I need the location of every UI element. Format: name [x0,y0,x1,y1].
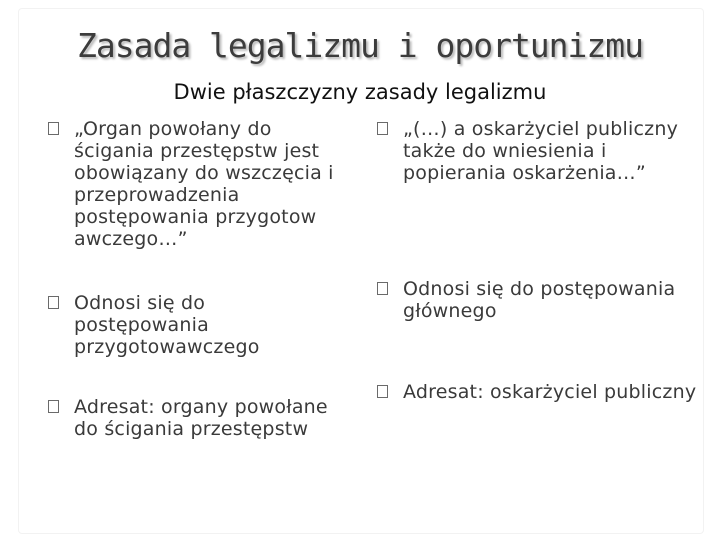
left-bullet-1 [48,118,348,250]
left-bullet-2 [48,292,338,358]
square-bullet-icon [377,122,388,135]
square-bullet-icon [377,385,388,398]
slide-subtitle: Dwie płaszczyzny zasady legalizmu [173,80,547,104]
right-bullet-2 [377,278,707,322]
left-bullet-3 [48,396,348,440]
bullet-text: Adresat: organy powołane do ścigania przestępstw [74,396,328,440]
bullet-text: Odnosi się do postępowania przygotowawczego [74,292,260,358]
bullet-text: „Organ powołany do ścigania przestępstw jest obowiązany do wszczęcia i przeprowadzenia postępowania przygotow awczego…” [74,118,334,250]
slide-title: Zasada legalizmu i oportunizmu [76,26,644,65]
bullet-text: Adresat: oskarżyciel publiczny [403,381,697,403]
bullet-text: „(…) a oskarżyciel publiczny także do wniesienia i popierania oskarżenia…” [403,118,679,184]
right-bullet-3 [377,381,707,403]
square-bullet-icon [48,400,59,413]
square-bullet-icon [48,296,59,309]
square-bullet-icon [48,122,59,135]
square-bullet-icon [377,282,388,295]
right-bullet-1 [377,118,707,184]
bullet-text: Odnosi się do postępowania głównego [403,278,676,322]
